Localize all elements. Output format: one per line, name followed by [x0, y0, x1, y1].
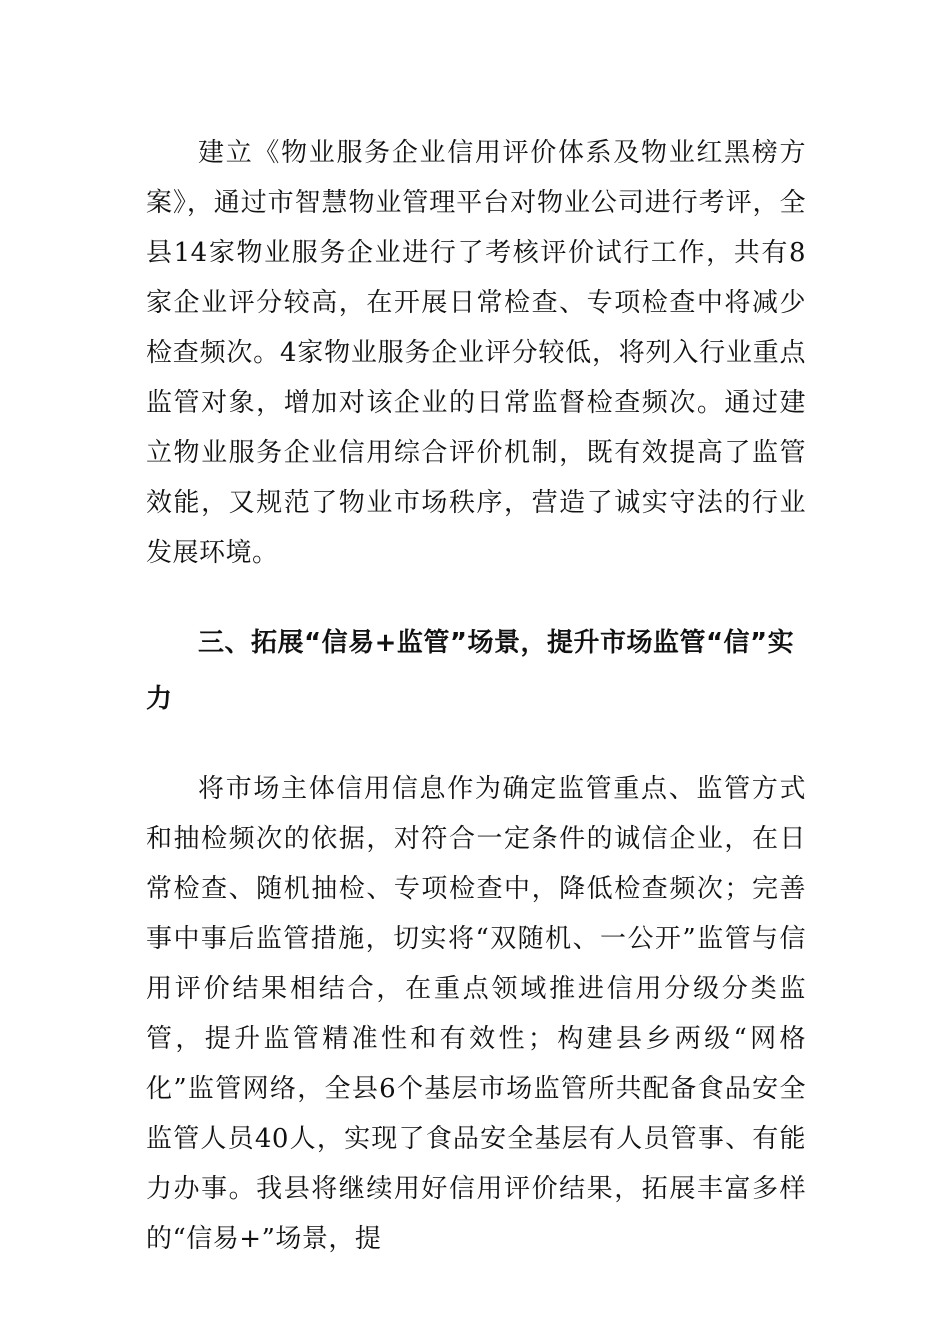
section-heading-3: 三、拓展“信易+监管”场景，提升市场监管“信”实力: [146, 628, 795, 714]
document-body: [146, 128, 806, 1264]
paragraph-market-supervision: 将市场主体信用信息作为确定监管重点、监管方式和抽检频次的依据，对符合一定条件的诚信企业，在日常检查、随机抽检、专项检查中，降低检查频次；完善事中事后监管措施，切实将“双随机、一公开”监管与信用评价结果相结合，在重点领域推进信用分级分类监管，提升监管精准性和有效性；构建县乡两级“网格化”监管网络，全县6个基层市场监管所共配备食品安全监管人员40人，实现了食品安全基层有人员管事、有能力办事。我县将继续用好信用评价结果，拓展丰富多样的“信易+”场景，提: [146, 774, 806, 1254]
paragraph-property-credit: 建立《物业服务企业信用评价体系及物业红黑榜方案》，通过市智慧物业管理平台对物业公司进行考评，全县14家物业服务企业进行了考核评价试行工作，共有8家企业评分较高，在开展日常检查、专项检查中将减少检查频次。4家物业服务企业评分较低，将列入行业重点监管对象，增加对该企业的日常监督检查频次。通过建立物业服务企业信用综合评价机制，既有效提高了监管效能，又规范了物业市场秩序，营造了诚实守法的行业发展环境。: [146, 138, 806, 568]
